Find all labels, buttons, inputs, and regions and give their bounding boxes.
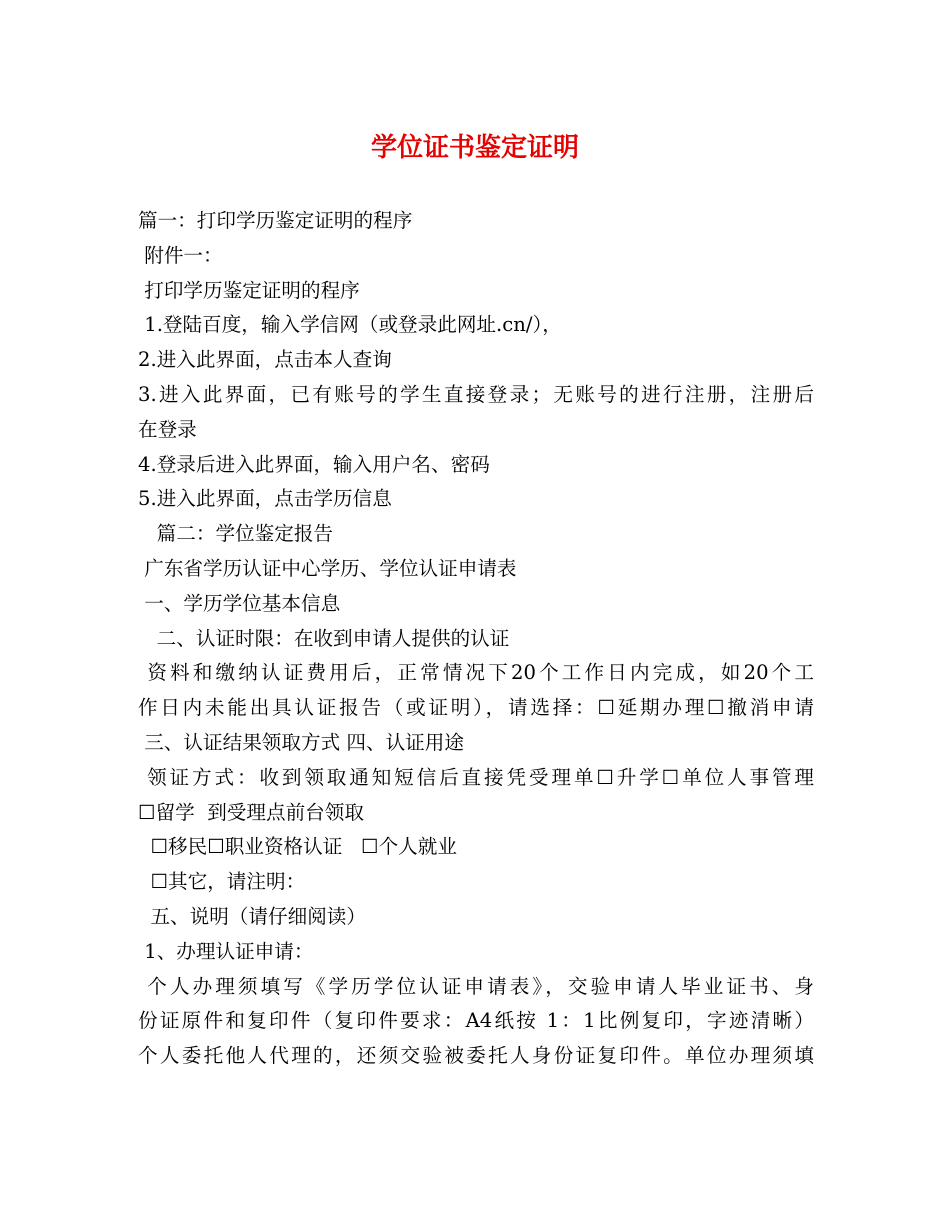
text-line: 二、认证时限：在收到申请人提供的认证: [138, 626, 510, 650]
document-title: 学位证书鉴定证明: [370, 133, 579, 163]
text-line: 打印学历鉴定证明的程序: [138, 278, 360, 302]
text-line: 1、办理认证申请：: [138, 939, 314, 963]
text-line: 篇一：打印学历鉴定证明的程序: [138, 209, 413, 232]
text-line: 附件一：: [138, 243, 223, 267]
text-line: 在登录: [138, 417, 197, 441]
text-line: 5.进入此界面，点击学历信息: [138, 487, 392, 511]
text-line: ☐留学 到受理点前台领取: [138, 800, 364, 824]
text-line: 篇二：学位鉴定报告: [138, 522, 334, 546]
text-line: ☐移民☐职业资格认证 ☐个人就业: [138, 835, 457, 859]
text-line: 2.进入此界面，点击本人查询: [138, 348, 392, 372]
text-line: 个人委托他人代理的，还须交验被委托人身份证复印件。单位办理须填: [138, 1044, 814, 1068]
text-line: 领证方式：收到领取通知短信后直接凭受理单☐升学☐单位人事管理: [138, 765, 814, 789]
text-line: 作日内未能出具认证报告（或证明），请选择：☐延期办理☐撤消申请: [138, 696, 814, 720]
text-line: 资料和缴纳认证费用后，正常情况下20个工作日内完成，如20个工: [138, 661, 814, 685]
text-line: 3.进入此界面，已有账号的学生直接登录；无账号的进行注册，注册后: [138, 382, 814, 406]
text-line: 4.登录后进入此界面，输入用户名、密码: [138, 452, 490, 476]
text-line: 个人办理须填写《学历学位认证申请表》，交验申请人毕业证书、身: [138, 974, 814, 998]
text-line: 一、学历学位基本信息: [138, 591, 341, 615]
document-body: [138, 204, 814, 1074]
text-line: 广东省学历认证中心学历、学位认证申请表: [138, 556, 517, 580]
text-line: 1.登陆百度，输入学信网（或登录此网址.cn/），: [138, 313, 562, 337]
text-line: 五、说明（请仔细阅读）: [138, 904, 366, 928]
text-line: 份证原件和复印件（复印件要求：A4纸按 1：1比例复印，字迹清晰）: [138, 1009, 814, 1033]
text-line: 三、认证结果领取方式 四、认证用途: [138, 730, 464, 754]
text-line: ☐其它，请注明：: [138, 870, 306, 894]
